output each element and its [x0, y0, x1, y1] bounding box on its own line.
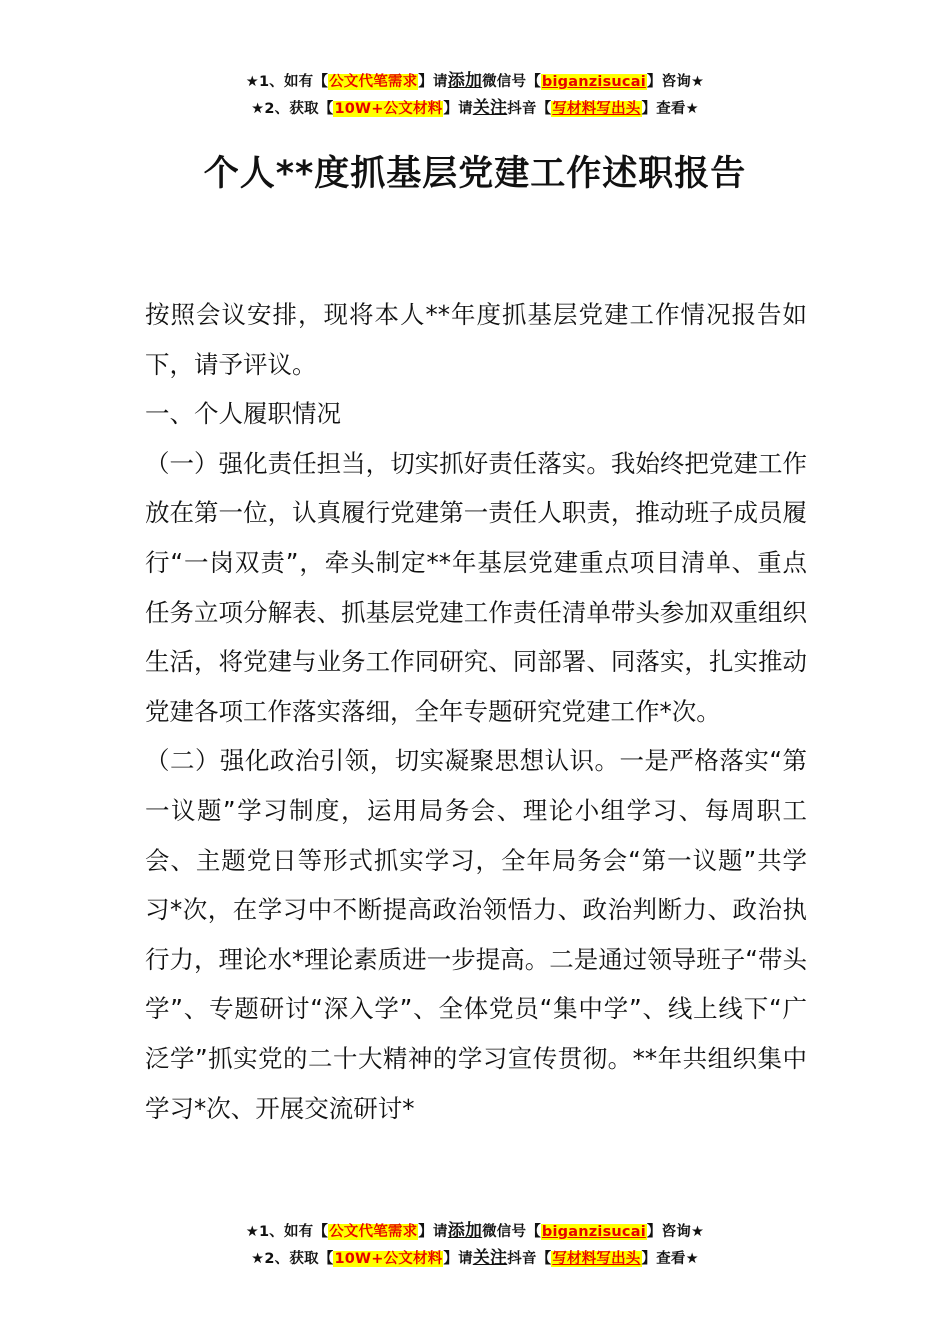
promo-banner-bottom [0, 1218, 950, 1272]
promo-text: ★2、获取【 [251, 101, 334, 117]
promo-text: ★1、如有【 [245, 1224, 329, 1240]
promo-text: ★2、获取【 [251, 1251, 334, 1267]
promo-line-1 [0, 1218, 950, 1245]
promo-underline-follow: 关注 [472, 1248, 508, 1268]
promo-underline-follow: 关注 [472, 98, 508, 118]
section-heading-1: 一、个人履职情况 [145, 399, 341, 429]
promo-text: 抖音【 [507, 101, 552, 117]
promo-line-1 [0, 68, 950, 95]
promo-text: ★1、如有【 [245, 74, 329, 90]
paragraph-intro: 按照会议安排，现将本人**年度抓基层党建工作情况报告如下，请予评议。 [145, 300, 807, 379]
promo-underline-add: 添加 [447, 71, 483, 91]
promo-highlight-douyin-id: 写材料写出头 [552, 1251, 641, 1267]
document-body [145, 290, 807, 1133]
document-title: 个人**度抓基层党建工作述职报告 [203, 154, 747, 194]
promo-text: 】请 [443, 1251, 473, 1267]
promo-highlight-service: 公文代笔需求 [329, 1224, 418, 1240]
promo-highlight-materials: 10W+公文材料 [334, 101, 443, 117]
promo-highlight-wechat-id: biganzisucai [541, 74, 646, 90]
promo-text: 抖音【 [507, 1251, 552, 1267]
paragraph-political-leadership: （二）强化政治引领，切实凝聚思想认识。一是严格落实“第一议题”学习制度，运用局务会、理论小组学习、每周职工会、主题党日等形式抓实学习，全年局务会“第一议题”共学习*次，在学习中不断提高政治领悟力、政治判断力、政治执行力，理论水*理论素质进一步提高。二是通过领导班子“带头学”、专题研讨“深入学”、全体党员“集中学”、线上线下“广泛学”抓实党的二十大精神的学习宣传贯彻。**年共组织集中学习*次、开展交流研讨* [145, 746, 807, 1123]
promo-highlight-service: 公文代笔需求 [329, 74, 418, 90]
promo-highlight-wechat-id: biganzisucai [541, 1224, 646, 1240]
promo-text: 】请 [443, 101, 473, 117]
promo-text: 】查看★ [641, 1251, 699, 1267]
promo-line-2 [0, 1245, 950, 1272]
promo-highlight-materials: 10W+公文材料 [334, 1251, 443, 1267]
promo-text: 微信号【 [482, 1224, 541, 1240]
promo-text: 】请 [418, 1224, 448, 1240]
paragraph-responsibility: （一）强化责任担当，切实抓好责任落实。我始终把党建工作放在第一位，认真履行党建第一责任人职责，推动班子成员履行“一岗双责”，牵头制定**年基层党建重点项目清单、重点任务立项分解表、抓基层党建工作责任清单带头参加双重组织生活，将党建与业务工作同研究、同部署、同落实，扎实推动党建各项工作落实落细，全年专题研究党建工作*次。 [145, 448, 807, 726]
promo-banner-top [0, 68, 950, 122]
promo-line-2 [0, 95, 950, 122]
promo-text: 微信号【 [482, 74, 541, 90]
promo-underline-add: 添加 [447, 1221, 483, 1241]
promo-text: 】查看★ [641, 101, 699, 117]
promo-text: 】咨询★ [646, 1224, 705, 1240]
promo-text: 】请 [418, 74, 448, 90]
promo-highlight-douyin-id: 写材料写出头 [552, 101, 641, 117]
promo-text: 】咨询★ [646, 74, 705, 90]
